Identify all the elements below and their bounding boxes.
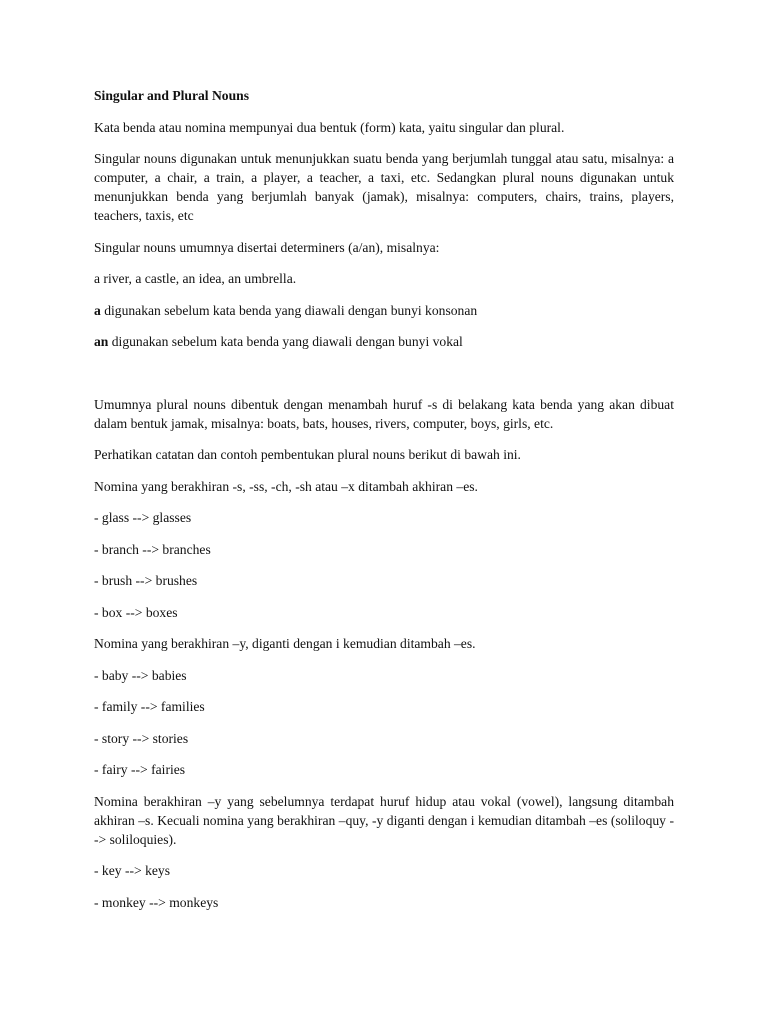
plural-general-paragraph: Umumnya plural nouns dibentuk dengan menambah huruf -s di belakang kata benda yang akan dibuat dalam bentuk jamak, misalnya: boats, bats, houses, rivers, computer, boys, girls, etc.: [94, 396, 674, 431]
determiner-examples: a river, a castle, an idea, an umbrella.: [94, 271, 297, 286]
notes-intro: Perhatikan catatan dan contoh pembentukan plural nouns berikut di bawah ini.: [94, 447, 521, 462]
example-item: - fairy --> fairies: [94, 762, 186, 777]
example-item: - brush --> brushes: [94, 573, 198, 588]
singular-plural-definition: Singular nouns digunakan untuk menunjukkan suatu benda yang berjumlah tunggal atau satu, misalnya: a computer, a chair, a train, a player, a teacher, a taxi, etc. Sedangkan plural nouns digunakan untuk menunjukkan benda yang berjumlah banyak (jamak), misalnya: computers, chairs, trains, players, teachers, taxis, etc: [94, 151, 674, 223]
determiners-paragraph: Singular nouns umumnya disertai determiners (a/an), misalnya:: [94, 239, 440, 255]
rule-vowel-y-paragraph: Nomina berakhiran –y yang sebelumnya terdapat huruf hidup atau vokal (vowel), langsung ditambah akhiran –s. Kecuali nomina yang berakhiran –quy, -y diganti dengan i kemudian ditambah –es (soliloquy --> soliloquies).: [94, 793, 674, 847]
example-item: - family --> families: [94, 699, 205, 714]
document-page: [94, 86, 674, 924]
intro-paragraph: Kata benda atau nomina mempunyai dua bentuk (form) kata, yaitu singular dan plural.: [94, 119, 565, 135]
rule-es-paragraph: Nomina yang berakhiran -s, -ss, -ch, -sh atau –x ditambah akhiran –es.: [94, 478, 478, 494]
rule-an-text: digunakan sebelum kata benda yang diawali dengan bunyi vokal: [108, 334, 463, 349]
rule-a-term: a: [94, 302, 101, 318]
example-item: - monkey --> monkeys: [94, 894, 219, 910]
blank-line: [94, 364, 674, 395]
rule-a-text: digunakan sebelum kata benda yang diawali dengan bunyi konsonan: [100, 302, 478, 318]
rule-a-paragraph: [94, 301, 674, 320]
rule-y-paragraph: Nomina yang berakhiran –y, diganti dengan i kemudian ditambah –es.: [94, 636, 476, 651]
document-title: Singular and Plural Nouns: [94, 88, 250, 103]
example-item: - box --> boxes: [94, 604, 178, 620]
example-item: - story --> stories: [94, 730, 189, 746]
rule-an-term: an: [94, 334, 109, 349]
rule-an-paragraph: [94, 332, 674, 351]
example-item: - baby --> babies: [94, 667, 187, 683]
example-item: - key --> keys: [94, 863, 170, 878]
example-item: - branch --> branches: [94, 541, 211, 557]
example-item: - glass --> glasses: [94, 510, 192, 525]
